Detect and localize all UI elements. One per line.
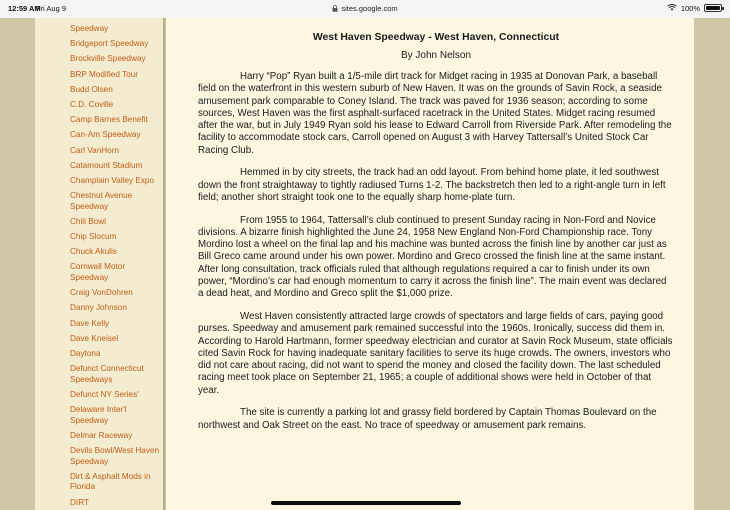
article-paragraph: West Haven consistently attracted large crowds of spectators and large fields of cars, paying good purses. Speedway and amusement park remained successful into the 1960s. Ironically, success did them in. According to Harold Hartmann, former speedway electrician and curator at Savin Rock Museum, state officials cited Savin Rock for having inadequate sanitary facilities to serve its huge crowds. The owners, investors who did not care about racing, did not want to spend the money and closed the facility down. The last scheduled racing meet took place on September 21, 1965; a couple of additional shows were held in October of that year. — [198, 310, 673, 396]
sidebar-link[interactable]: Delmar Raceway — [70, 430, 133, 440]
wifi-icon — [667, 3, 677, 13]
article-paragraph: From 1955 to 1964, Tattersall’s club continued to present Sunday racing in Non-Ford and Novice divisions. A bizarre finish highlighted the June 24, 1958 New England Non-Ford Championship race. Tony Mordino lost a wheel on the final lap and his machine was bunted across the finish line by another car just as Bill Greco came around under his own power. Mordino and Greco crossed the finish line at the same instant. After long consultation, track officials ruled that although regulations required a car to finish under its own power, “Mordino’s car had enough momentum to carry it across the finish line”. The main event was declared a dead heat, and Mordino and Greco split the $1,000 prize. — [198, 214, 667, 300]
article-body — [198, 71, 674, 432]
status-right — [667, 3, 722, 13]
home-indicator[interactable] — [271, 501, 461, 505]
sidebar-link[interactable]: Craig VonDohren — [70, 288, 133, 298]
sidebar-link[interactable]: Speedway — [70, 24, 109, 33]
sidebar-link[interactable]: DIRT — [70, 497, 89, 507]
sidebar-link[interactable]: Chip Slocum — [70, 232, 117, 242]
article-title: West Haven Speedway - West Haven, Connecticut — [312, 32, 560, 43]
sidebar-link[interactable]: Danny Johnson — [70, 303, 127, 313]
sidebar-link[interactable]: Bridgeport Speedway — [70, 39, 149, 49]
sidebar-list — [35, 18, 163, 508]
sidebar-link[interactable]: Devils Bowl/West Haven Speedway — [70, 446, 160, 466]
status-time: 12:59 AM — [8, 4, 41, 13]
status-bar — [0, 0, 730, 18]
sidebar-link[interactable]: Cornwall Motor Speedway — [70, 262, 126, 282]
sidebar-link[interactable]: Dave Kneisel — [70, 333, 119, 343]
battery-icon — [704, 4, 722, 12]
sidebar-link[interactable]: Catamount Stadium — [70, 160, 143, 170]
sidebar-link[interactable]: Delaware Inter'l Speedway — [70, 405, 127, 425]
battery-percent: 100% — [680, 3, 700, 13]
sidebar-link[interactable]: Brockville Speedway — [70, 54, 146, 64]
address-bar[interactable] — [0, 4, 730, 14]
article-panel — [166, 18, 694, 510]
sidebar-link[interactable]: Champlain Valley Expo — [70, 175, 155, 185]
sidebar-link[interactable]: Daytona — [70, 348, 101, 358]
lock-icon — [332, 5, 338, 14]
page — [0, 18, 730, 510]
sidebar-link[interactable]: Chili Bowl — [70, 216, 106, 226]
article-paragraph: Hemmed in by city streets, the track had an odd layout. From behind home plate, it led southwest down the front straightaway to tightly radiused Turns 1-2. The backstretch then led to a right-angle turn in left field; another short straight took one to the equally sharp home-plate turn. — [198, 167, 666, 203]
sidebar-nav — [35, 18, 165, 510]
sidebar-link[interactable]: Dirt & Asphalt Mods in Florida — [70, 471, 151, 492]
url-text: sites.google.com — [341, 4, 398, 13]
sidebar-link[interactable]: Camp Barnes Benefit — [70, 115, 148, 125]
status-date: Fri Aug 9 — [36, 4, 67, 13]
sidebar-link[interactable]: BRP Modified Tour — [70, 69, 138, 79]
sidebar-link[interactable]: Carl VanHorn — [70, 145, 119, 155]
sidebar-link[interactable]: C.D. Coville — [70, 99, 114, 109]
sidebar-link[interactable]: Chuck Akulis — [70, 247, 117, 257]
sidebar-link[interactable]: Defunct NY Series' — [70, 389, 139, 399]
sidebar-link[interactable]: Chestnut Avenue Speedway — [70, 191, 133, 211]
sidebar-link[interactable]: Can-Am Speedway — [70, 130, 141, 140]
article-byline: By John Nelson — [400, 50, 472, 61]
sidebar-link[interactable]: Dave Kelly — [70, 318, 110, 328]
sidebar-link[interactable]: Budd Olsen — [70, 84, 113, 94]
article-paragraph: Harry “Pop” Ryan built a 1/5-mile dirt track for Midget racing in 1935 at Donovan Park, a baseball field on the waterfront in this western suburb of New Haven. It was on the grounds of Savin Rock, a seaside amusement park comparable to Coney Island. The track was paved for 1936 season; according to some sources, West Haven was the first asphalt-surfaced racetrack in the United States. Midget racing resumed after the war, but in July 1949 Ryan sold his lease to Edward Carroll from Riverside Park. After remodeling the facility to accommodate stock cars, Carroll opened on August 3 with Harvey Tattersall’s United Stock Car Racing Club. — [198, 71, 672, 156]
sidebar-link[interactable]: Defunct Connecticut Speedways — [70, 364, 144, 384]
article-paragraph: The site is currently a parking lot and grassy field bordered by Captain Thomas Boulevard on the northwest and Oak Street on the east. No trace of speedway or amusement park remains. — [198, 407, 657, 431]
